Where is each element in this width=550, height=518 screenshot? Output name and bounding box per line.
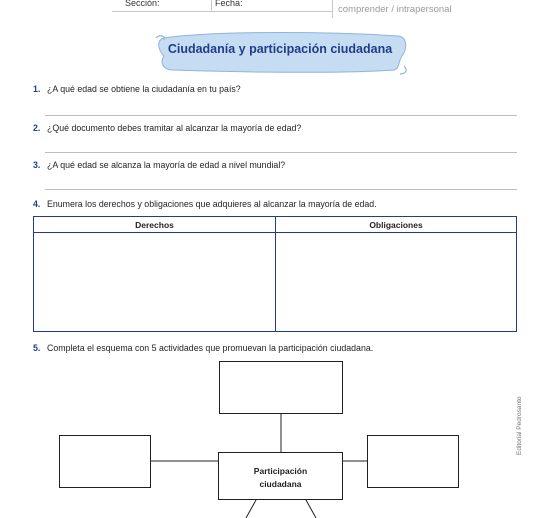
fecha-label: Fecha: [215, 0, 243, 8]
question-number: 5. [33, 343, 41, 353]
question-text: ¿A qué edad se obtiene la ciudadanía en tu país? [47, 84, 241, 94]
question-text: ¿Qué documento debes tramitar al alcanzar la mayoría de edad? [47, 123, 302, 133]
question-number: 4. [33, 199, 41, 209]
question-number: 2. [33, 123, 41, 133]
seccion-label: Sección: [125, 0, 160, 8]
center-label-line2: ciudadana [259, 479, 302, 489]
question-text: Completa el esquema con 5 actividades que promuevan la participación ciudadana. [47, 343, 374, 353]
activity-box-right[interactable] [367, 435, 459, 488]
page-title: Ciudadanía y participación ciudadana [167, 42, 393, 56]
center-label-line1: Participación [253, 466, 308, 476]
question-number: 1. [33, 84, 41, 94]
question-number: 3. [33, 160, 41, 170]
question-text: Enumera los derechos y obligaciones que adquieres al alcanzar la mayoría de edad. [47, 199, 377, 209]
copyright-text: Editorial Pedrosanto [516, 396, 523, 455]
activity-box-top[interactable] [219, 361, 343, 414]
activity-box-left[interactable] [59, 435, 151, 488]
table-header-derechos: Derechos [34, 217, 275, 233]
question-text: ¿A qué edad se alcanza la mayoría de edad a nivel mundial? [47, 160, 286, 170]
center-box [218, 452, 343, 500]
table-header-obligaciones: Obligaciones [276, 217, 516, 233]
skill-text: comprender / intrapersonal [338, 4, 452, 15]
